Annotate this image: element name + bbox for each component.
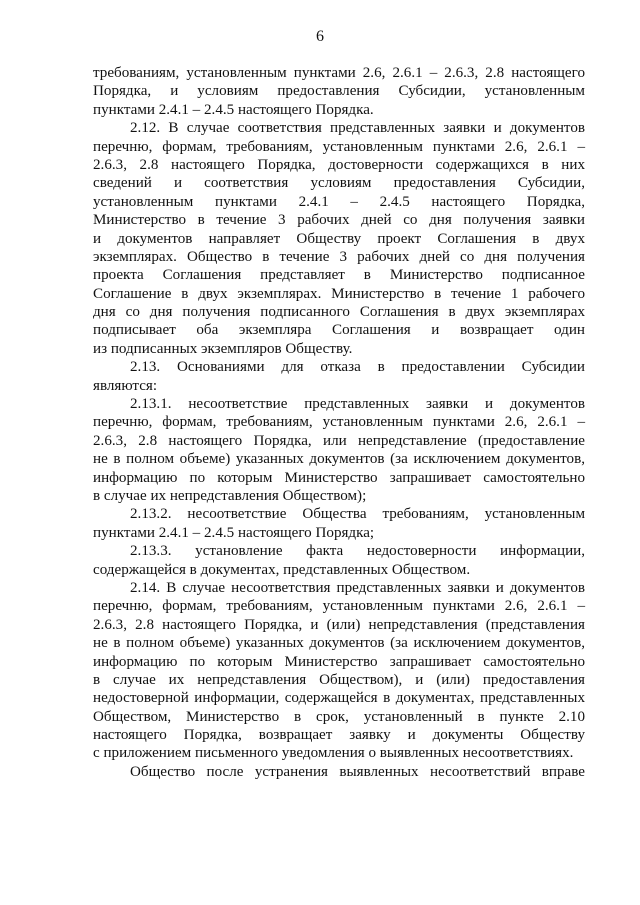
text-line: перечню, формам, требованиям, установленным пунктами 2.6, 2.6.1 – — [93, 598, 585, 615]
text-line: не в полном объеме) указанных документов (за исключением документов, — [93, 635, 585, 652]
text-line: 2.6.3, 2.8 настоящего Порядка, достоверности содержащихся в них — [93, 156, 585, 173]
text-line: подписывает оба экземпляра Соглашения и возвращает один — [93, 322, 585, 339]
text-line: Порядка, и условиям предоставления Субсидии, установленным — [93, 83, 585, 100]
text-line: экземплярах. Общество в течение 3 рабочих дней со дня получения — [93, 248, 585, 265]
text-line: Соглашение в двух экземплярах. Министерство в течение 1 рабочего — [93, 285, 585, 302]
text-line: информацию по которым Министерство запрашивает самостоятельно — [93, 469, 585, 486]
paragraph-2-13-1-start: 2.13.1. несоответствие представленных заявки и документов — [130, 396, 585, 413]
document-body — [93, 64, 585, 781]
text-line: перечню, формам, требованиям, установленным пунктами 2.6, 2.6.1 – — [93, 138, 585, 155]
text-line: Министерство в течение 3 рабочих дней со дня получения заявки — [93, 212, 585, 229]
text-line: пунктами 2.4.1 – 2.4.5 настоящего Порядка; — [93, 524, 375, 541]
text-line: 2.6.3, 2.8 настоящего Порядка, или непредставление (предоставление — [93, 432, 585, 449]
page-number: 6 — [316, 28, 324, 45]
text-line: установленным пунктами 2.4.1 – 2.4.5 настоящего Порядка, — [93, 193, 585, 210]
paragraph-2-13-start: 2.13. Основаниями для отказа в предоставлении Субсидии — [130, 359, 585, 376]
text-line: из подписанных экземпляров Обществу. — [93, 340, 353, 357]
text-line: информацию по которым Министерство запрашивает самостоятельно — [93, 653, 585, 670]
text-line: проекта Соглашения представляет в Министерство подписанное — [93, 267, 585, 284]
paragraph-2-14-start: 2.14. В случае несоответствия представленных заявки и документов — [130, 579, 585, 596]
text-line: в случае их непредставления Обществом); — [93, 487, 367, 504]
paragraph-2-12-start: 2.12. В случае соответствия представленных заявки и документов — [130, 120, 585, 137]
text-line: 2.6.3, 2.8 настоящего Порядка, и (или) непредставления (представления — [93, 616, 585, 633]
text-line: настоящего Порядка, возвращает заявку и документы Обществу — [93, 727, 585, 744]
paragraph-2-13-2-start: 2.13.2. несоответствие Общества требованиям, установленным — [130, 506, 585, 523]
paragraph-2-13-3-start: 2.13.3. установление факта недостоверности информации, — [130, 543, 585, 560]
text-line: пунктами 2.4.1 – 2.4.5 настоящего Порядка. — [93, 101, 374, 118]
text-line: с приложением письменного уведомления о выявленных несоответствиях. — [93, 745, 574, 762]
text-line: перечню, формам, требованиям, установленным пунктами 2.6, 2.6.1 – — [93, 414, 585, 431]
paragraph-final-start: Общество после устранения выявленных несоответствий вправе — [130, 763, 585, 780]
text-line: являются: — [93, 377, 158, 394]
text-line: в случае их непредставления Обществом), и (или) предоставления — [93, 671, 585, 688]
text-line: не в полном объеме) указанных документов (за исключением документов, — [93, 451, 585, 468]
text-line: недостоверной информации, содержащейся в документах, представленных — [93, 690, 585, 707]
text-line: дня со дня получения подписанного Соглашения в двух экземплярах — [93, 304, 585, 321]
text-line: содержащейся в документах, представленных Обществом. — [93, 561, 471, 578]
text-line: сведений и соответствия условиям предоставления Субсидии, — [93, 175, 585, 192]
text-line: требованиям, установленным пунктами 2.6, 2.6.1 – 2.6.3, 2.8 настоящего — [93, 65, 585, 81]
text-line: Обществом, Министерство в срок, установленный в пункте 2.10 — [93, 708, 585, 725]
text-line: и документов направляет Обществу проект Соглашения в двух — [93, 230, 585, 247]
